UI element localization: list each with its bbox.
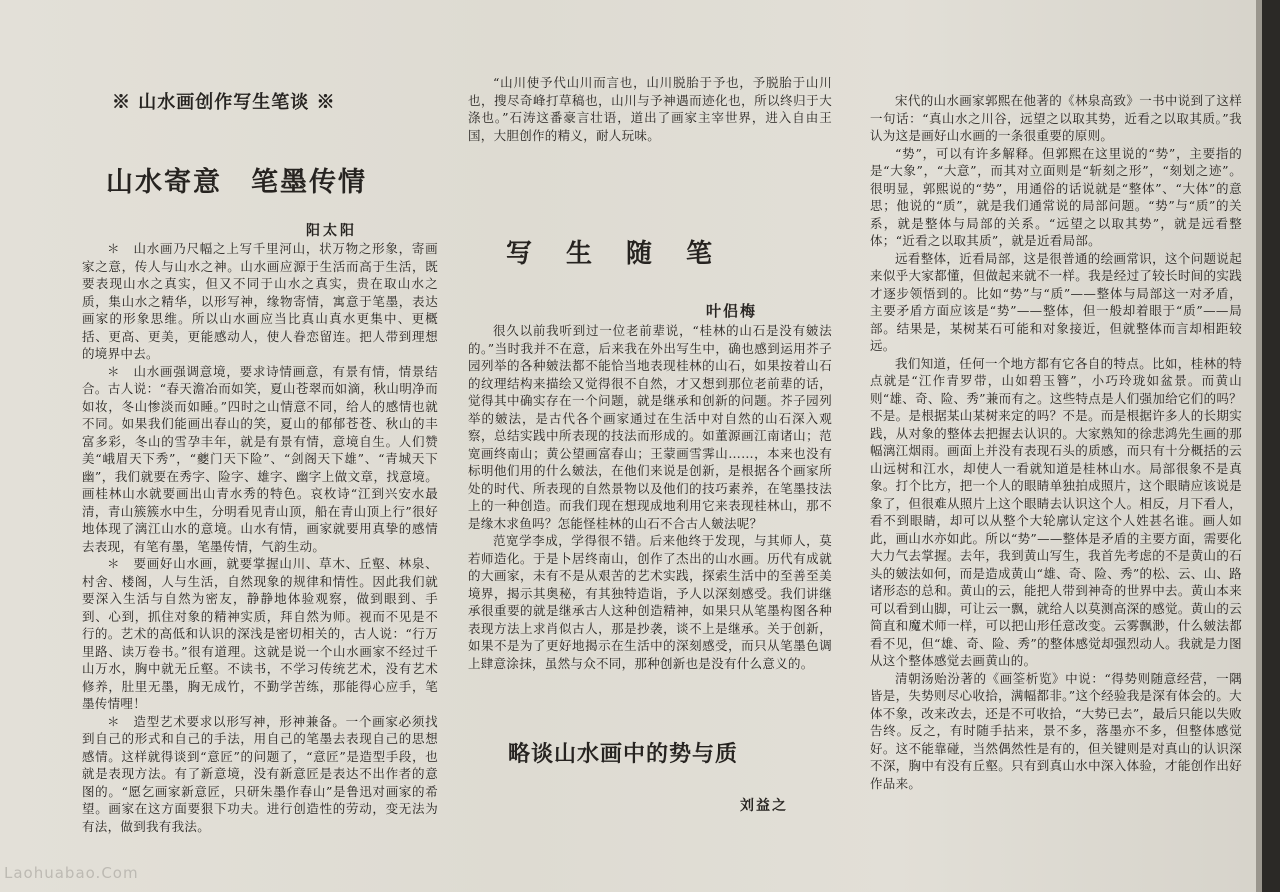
- paragraph: 清朝汤贻汾著的《画筌析览》中说：“得势则随意经营，一隅皆是，失势则尽心收拾，满幅都非。”这个经验我是深有体会的。大体不象，改来改去，还是不可收拾，“大势已去”，最后只能以失败告终。反之，有时随手拈来，景不多，落墨亦不多，但整体感觉好。这不能靠碰，当然偶然性是有的，但关键则是对真山的认识深不深，胸中有没有丘壑。只有到真山水中深入体验，才能创作出好作品来。: [870, 670, 1242, 791]
- paragraph: 很久以前我听到过一位老前辈说，“桂林的山石是没有皴法的。”当时我并不在意，后来我在外出写生中，确也感到运用芥子园列举的各种皴法都不能恰当地表现桂林的山石，如果按着山石的纹理结构来描绘又觉得很不自然，才又想到那位老前辈的话，觉得其中确实存在一个问题，就是继承和创新的问题。芥子园列举的皴法，是古代各个画家通过在生活中对自然的山石深入观察，总结实践中所表现的技法而形成的。如董源画江南诸山；范宽画终南山；黄公望画富春山；王蒙画雪霁山……，本来也没有标明他们用的什么皴法，在他们来说是创新，是根据各个画家所处的时代、所表现的自然景物以及他们的技巧素养，在笔墨技法上的一种创造。而我们现在想现成地利用它来表现桂林山，那不是缘木求鱼吗？怎能怪桂林的山石不合古人皴法呢？: [468, 323, 832, 531]
- article3-author: 刘益之: [740, 798, 788, 814]
- paragraph: 宋代的山水画家郭熙在他著的《林泉高致》一书中说到了这样一句话：“真山水之川谷，远望之以取其势，近看之以取其质。”我认为这是画好山水画的一条很重要的原则。: [870, 93, 1242, 143]
- article3-title: 略谈山水画中的势与质: [508, 741, 739, 767]
- paragraph: “势”，可以有许多解释。但郭熙在这里说的“势”，主要指的是“大象”，“大意”，而其对立面则是“斩刻之形”，“刻划之迹”。很明显，郭熙说的“势”，用通俗的话说就是“整体”、“大体”的意思；他说的“质”，就是我们通常说的局部问题。“势”与“质”的关系，就是整体与局部的关系。“远望之以取其势”，就是远看整体；“近看之以取其质”，就是近看局部。: [870, 145, 1242, 248]
- title-char: 生: [566, 239, 593, 269]
- title-char: 笔: [686, 239, 713, 269]
- paragraph: ＊ 造型艺术要求以形写神，形神兼备。一个画家必须找到自己的形式和自己的手法，用自己的笔墨去表现自己的思想感情。这样就得谈到“意匠”的问题了，“意匠”是造型手段，也就是表现方法。有了新意境，没有新意匠是表达不出作者的意图的。“愿乞画家新意匠，只研朱墨作春山”是鲁迅对画家的希望。画家在这方面要狠下功夫。进行创造性的劳动，变无法为有法，做到我有我法。: [82, 713, 438, 834]
- article1-title: 山水寄意 笔墨传情: [106, 167, 367, 198]
- watermark: Laohuabao.Com: [4, 864, 139, 882]
- paragraph: ＊ 要画好山水画，就要掌握山川、草木、丘壑、林泉、村舍、楼阁，人与生活，自然现象的规律和情性。因此我们就要深入生活与自然为密友，静静地体验观察，做到眼到、手到、心到，抓住对象的精神实质，拜自然为师。视而不见是不行的。艺术的高低和认识的深浅是密切相关的，古人说：“行万里路、读万卷书。”很有道理。这就是说一个山水画家不经过千山万水，胸中就无丘壑。不读书，不学习传统艺术，没有艺术修养，肚里无墨，胸无成竹，不勤学苦练，那能得心应手，笔墨传情哩！: [82, 556, 438, 711]
- article2-body: [468, 322, 832, 672]
- article1-continuation: [468, 74, 832, 144]
- paragraph: “山川使予代山川而言也，山川脱胎于予也，予脱胎于山川也，搜尽奇峰打草稿也，山川与予神遇而迹化也，所以终归于大涤也。”石涛这番豪言壮语，道出了画家主宰世界，进入自由王国，大胆创作的精义，耐人玩味。: [468, 75, 832, 143]
- paragraph: ＊ 山水画强调意境，要求诗情画意，有景有情，情景结合。古人说：“春天澹冶而如笑，夏山苍翠而如滴，秋山明净而如妆，冬山惨淡而如睡。”四时之山情意不同，给人的感情也就不同。如果我们能画出春山的笑，夏山的郁郁苍苍、秋山的丰富多彩，冬山的雪孕丰年，就是有景有情，意境自生。人们赞美“峨眉天下秀”，“夔门天下险”、“剑阁天下雄”、“青城天下幽”，我们就要在秀字、险字、雄字、幽字上做文章，找意境。画桂林山水就要画出山青水秀的特色。哀枚诗“江到兴安水最清，青山簇簇水中生，分明看见青山顶，船在青山顶上行”很好地体现了漓江山水的意境。山水有情，画家就要用真挚的感情去表现，有笔有墨，笔墨传情，气韵生动。: [82, 363, 438, 554]
- title-char: 写: [506, 239, 533, 269]
- paragraph: 范宽学李成，学得很不错。后来他终于发现，与其师人，莫若师造化。于是卜居终南山，创作了杰出的山水画。历代有成就的大画家，未有不是从艰苦的艺术实践，探索生活中的至善至美境界，揭示其奥秘，有其独特造诣，予人以深刻感受。我们讲继承很重要的就是继承古人这种创造精神，如果只从笔墨构图各种表现方法上求肖似古人，那是抄袭，谈不上是继承。关于创新，如果不是为了更好地揭示在生活中的深刻感受，而只从笔墨色调上肆意涂抹，虽然与众不同，那种创新也是没有什么意义的。: [468, 533, 832, 671]
- article2-title: [506, 233, 746, 270]
- section-tag: ※ 山水画创作写生笔谈 ※: [112, 92, 336, 113]
- paragraph: ＊ 山水画乃尺幅之上写千里河山，状万物之形象，寄画家之意，传人与山水之神。山水画应源于生活而高于生活，既要表现山水之真实，但又不同于山水之真实，贵在取山水之质，集山水之精华，以形写神，缘物寄情，寓意于笔墨，表达画家的形象思维。所以山水画应当比真山真水更集中、更概括、更高、更美，更能感动人，使人眷恋留连。把人带到理想的境界中去。: [82, 241, 438, 361]
- page-fold: [1262, 0, 1280, 892]
- article2-author: 叶侣梅: [706, 302, 758, 320]
- title-char: 随: [626, 239, 653, 269]
- article3-body: [870, 92, 1242, 792]
- article1-author: 阳太阳: [306, 223, 357, 239]
- paragraph: 远看整体，近看局部，这是很普通的绘画常识，这个问题说起来似乎大家都懂，但做起来就不一样。我是经过了较长时间的实践才逐步领悟到的。比如“势”与“质”——整体与局部这一对矛盾，主要矛盾方面应该是“势”——整体，但一般却着眼于“质”——局部。结果是，某树某石可能和对象接近，但就整体而言却相距较远。: [870, 250, 1242, 353]
- paragraph: 我们知道，任何一个地方都有它各自的特点。比如，桂林的特点就是“江作青罗带，山如碧玉簪”，小巧玲珑如盆景。而黄山则“雄、奇、险、秀”兼而有之。这些特点是人们强加给它们的吗？不是。是根据某山某树来定的吗？不是。而是根据许多人的长期实践，从对象的整体去把握去认识的。大家熟知的徐悲鸿先生画的那幅漓江烟雨。画面上并没有表现石头的质感，而只有十分概括的云山远树和江水，却使人一看就知道是桂林山水。局部很象不是真象。打个比方，把一个人的眼睛单独拍成照片，这个眼睛应该说是象了，但很难从照片上这个眼睛去认识这个人。相反，月下看人，看不到眼睛，却可以从整个大轮廓认定这个人姓甚名谁。画人如此，画山水亦如此。所以“势”——整体是矛盾的主要方面，需要化大力气去掌握。去年，我到黄山写生，我首先考虑的不是黄山的石头的皴法如何，而是造成黄山“雄、奇、险、秀”的松、云、山、路诸形态的总和。黄山的云，能把人带到神奇的世界中去。黄山本来可以看到山脚，可让云一飘，就给人以莫测高深的感觉。黄山的云简直和魔术师一样，可以把山形任意改变。云雾飘渺，什么皴法都看不见，但“雄、奇、险、秀”的整体感觉却强烈动人。我就是力图从这个整体感觉去画黄山的。: [870, 355, 1242, 668]
- article1-body: [82, 240, 438, 835]
